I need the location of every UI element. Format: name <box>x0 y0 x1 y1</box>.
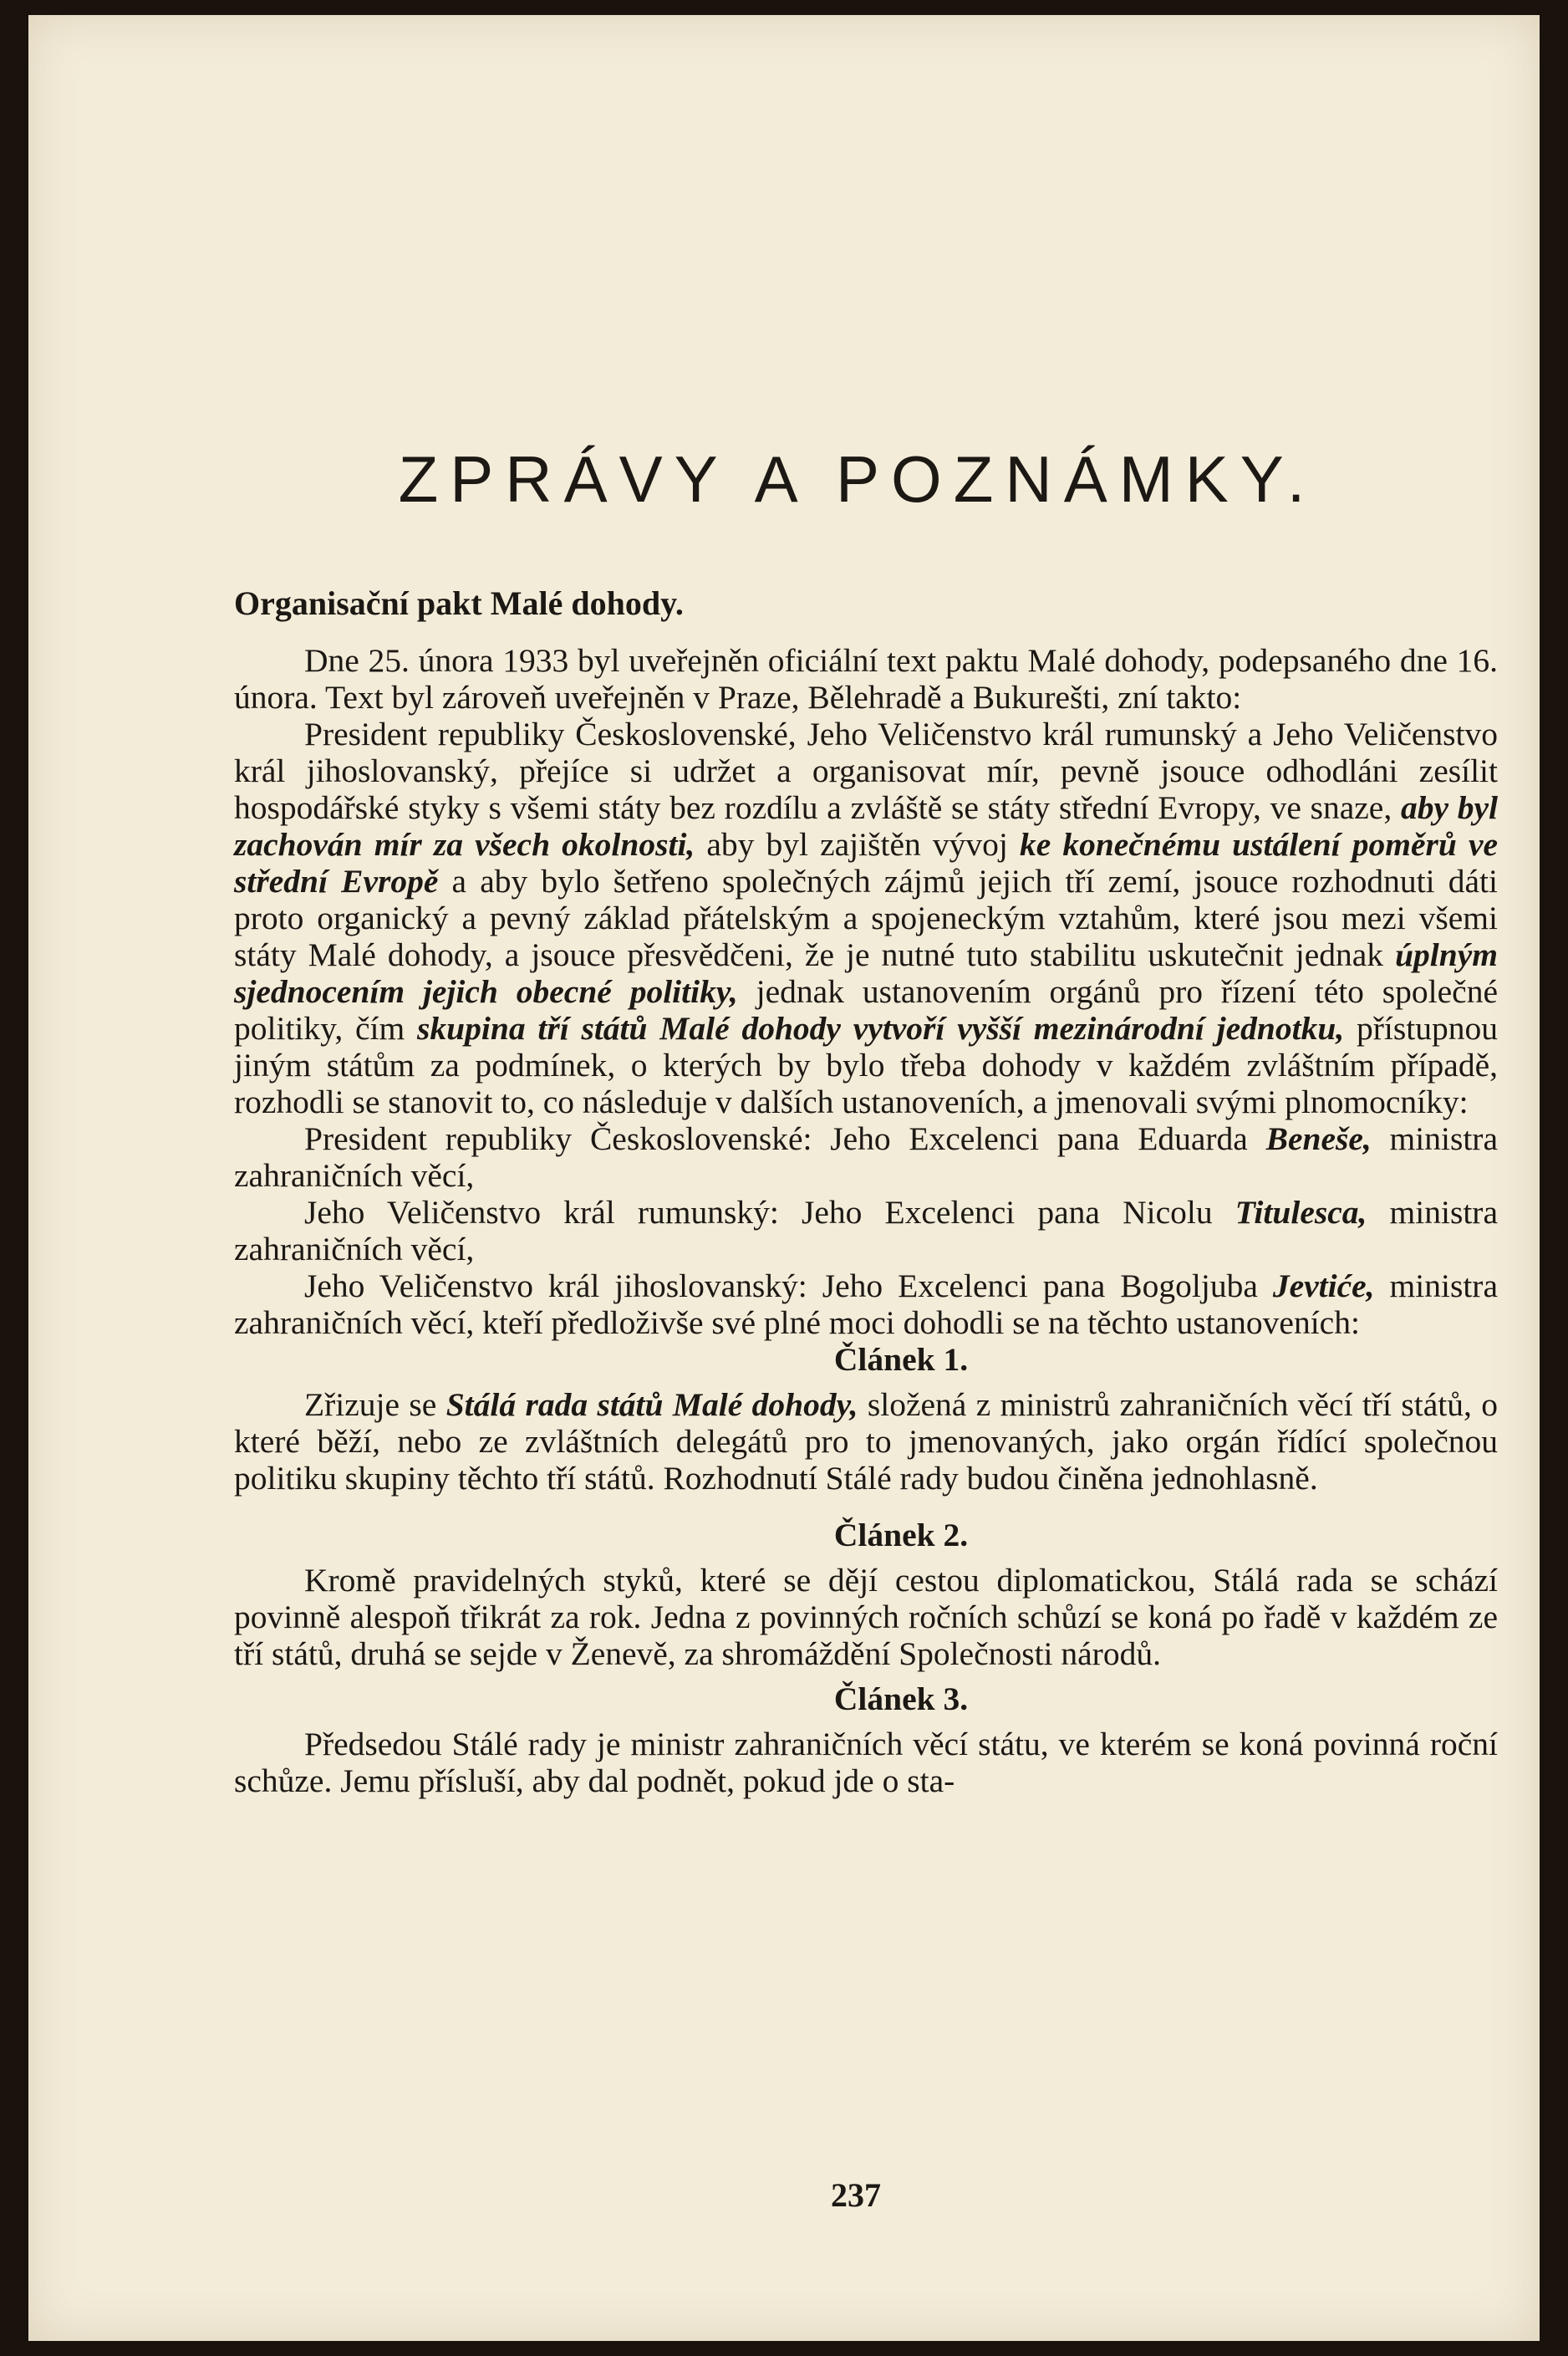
preamble-paragraph <box>234 716 1498 1120</box>
plenipotentiary-text: ministra zahraničních věcí, kteří předloživše své plné moci dohodli se na těchto ustanoveních: <box>234 1267 1498 1341</box>
plenipotentiary-czechoslovakia <box>234 1120 1498 1194</box>
preamble-text-5: přístupnou jiným státům za podmínek, o kterých by bylo třeba dohody v každém zvláštním případě, rozhodli se stanovit to, co následuje v dalších ustanoveních, a jmenovali svými plnomocníky: <box>234 1010 1498 1120</box>
preamble-emphasis-4: skupina tří států Malé dohody vytvoří vyšší mezinárodní jednotku, <box>417 1010 1345 1047</box>
preamble-text-3: a aby bylo šetřeno společných zájmů jejich tří zemí, jsouce rozhodnuti dáti proto organický a pevný základ přátelským a spojeneckým vztahům, které jsou mezi všemi státy Malé dohody, a jsouce přesvědčeni, že je nutné tuto stabilitu uskutečnit jednak <box>234 863 1498 973</box>
preamble-text-2: aby byl zajištěn vývoj <box>695 826 1008 863</box>
article-1-text <box>234 1386 1498 1497</box>
plenipotentiary-text: ministra zahraničních věcí, <box>234 1194 1498 1267</box>
article-2-text: Kromě pravidelných styků, které se dějí cestou diplomatickou, Stálá rada se schází povinně alespoň třikrát za rok. Jedna z povinných ročních schůzí se koná po řadě v každém ze tří států, druhá se sejde v Ženevě, za shromáždění Společnosti národů. <box>234 1562 1498 1672</box>
plenipotentiary-yugoslavia <box>234 1267 1498 1341</box>
section-heading: Organisační pakt Malé dohody. <box>234 584 684 622</box>
plenipotentiary-text: ministra zahraničních věcí, <box>234 1120 1498 1194</box>
plenipotentiary-text: Jeho Veličenstvo král jihoslovanský: Jeho Excelenci pana Bogoljuba <box>304 1267 1273 1304</box>
plenipotentiary-name: Jevtiće, <box>1272 1267 1375 1304</box>
preamble-emphasis-2: ke konečnému ustálení poměrů ve střední Evropě <box>234 826 1499 900</box>
article-1-text-pre: Zřizuje se <box>304 1386 446 1423</box>
plenipotentiary-romania <box>234 1194 1498 1267</box>
page-title: ZPRÁVY A POZNÁMKY. <box>398 442 1317 516</box>
article-1-label: Článek 1. <box>833 1341 969 1378</box>
article-3-text: Předsedou Stálé rady je ministr zahraničních věcí státu, ve kterém se koná povinná roční schůze. Jemu přísluší, aby dal podnět, pokud jde o sta- <box>234 1726 1498 1799</box>
article-body <box>234 642 1498 1799</box>
article-1-emphasis: Stálá rada států Malé dohody, <box>445 1386 858 1423</box>
plenipotentiary-text: President republiky Československé: Jeho Excelenci pana Eduarda <box>304 1120 1266 1157</box>
article-1-text-post: složená z ministrů zahraničních věcí tří států, o které běží, nebo ze zvláštních delegátů pro to jmenovaných, jako orgán řídící společnou politiku skupiny těchto tří států. Rozhodnutí Stálé rady budou činěna jednohlasně. <box>234 1386 1498 1497</box>
preamble-emphasis-1: aby byl zachován mír za všech okolnosti, <box>234 789 1499 863</box>
intro-paragraph: Dne 25. února 1933 byl uveřejněn oficiální text paktu Malé dohody, podepsaného dne 16. února. Text byl zároveň uveřejněn v Praze, Bělehradě a Bukurešti, zní takto: <box>234 642 1498 716</box>
preamble-text-1: President republiky Československé, Jeho Veličenstvo král rumunský a Jeho Veličenstvo král jihoslovanský, přejíce si udržet a organisovat mír, pevně jsouce odhodláni zesílit hospodářské styky s všemi státy bez rozdílu a zvláště se státy střední Evropy, ve snaze, <box>234 716 1498 826</box>
article-2-label: Článek 2. <box>833 1517 969 1553</box>
article-3-label: Článek 3. <box>833 1680 969 1717</box>
preamble-text-4: jednak ustanovením orgánů pro řízení této společné politiky, čím <box>234 973 1498 1047</box>
page-number: 237 <box>831 2176 881 2214</box>
plenipotentiary-name: Titulesca, <box>1235 1194 1367 1231</box>
preamble-emphasis-3: úplným sjednocením jejich obecné politiky, <box>234 936 1499 1010</box>
plenipotentiary-name: Beneše, <box>1265 1120 1372 1157</box>
document-page <box>28 15 1540 2341</box>
plenipotentiary-text: Jeho Veličenstvo král rumunský: Jeho Excelenci pana Nicolu <box>304 1194 1235 1231</box>
